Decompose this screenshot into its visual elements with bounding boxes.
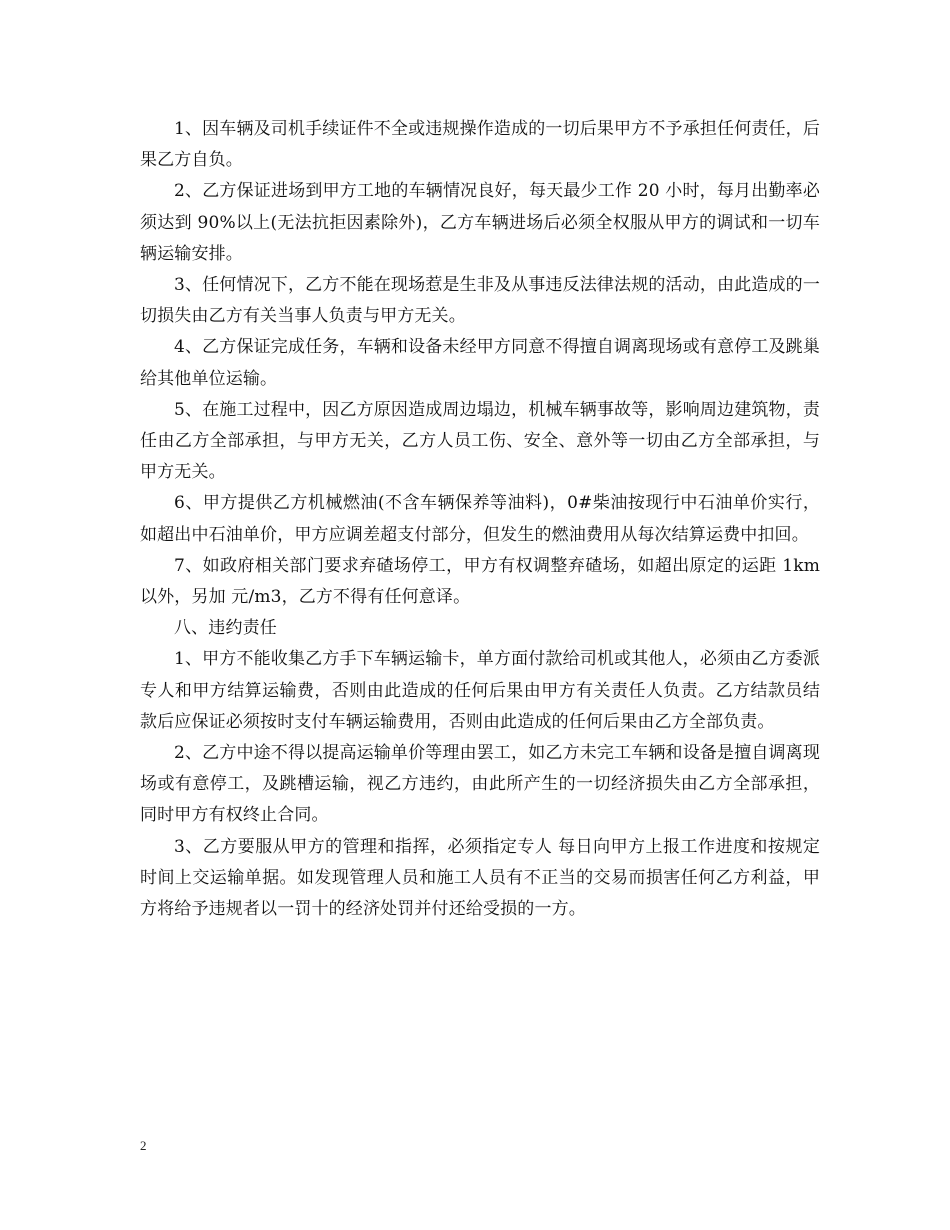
clause-construction-liability: 5、在施工过程中，因乙方原因造成周边塌边，机械车辆事故等，影响周边建筑物，责任由乙方全部承担，与甲方无关，乙方人员工伤、安全、意外等一切由乙方全部承担，与甲方无关。 (140, 399, 820, 483)
document-body (140, 114, 820, 925)
clause-management-compliance: 3、乙方要服从甲方的管理和指挥，必须指定专人 每日向甲方上报工作进度和按规定时间上交运输单据。如发现管理人员和施工人员有不正当的交易而损害任何乙方利益，甲方将给予违规者以一罚十的经济处罚并付还给受损的一方。 (140, 836, 820, 920)
section-heading-breach-liability: 八、违约责任 (174, 618, 277, 639)
page-number: 2 (140, 1138, 147, 1153)
clause-task-completion: 4、乙方保证完成任务，车辆和设备未经甲方同意不得擅自调离现场或有意停工及跳巢给其他单位运输。 (140, 337, 820, 389)
clause-vehicle-condition: 2、乙方保证进场到甲方工地的车辆情况良好，每天最少工作 20 小时，每月出勤率必须达到 90%以上(无法抗拒因素除外)，乙方车辆进场后必须全权服从甲方的调试和一切车辆运输安排。 (140, 181, 820, 264)
clause-payment-settlement: 1、甲方不能收集乙方手下车辆运输卡，单方面付款给司机或其他人，必须由乙方委派专人和甲方结算运输费，否则由此造成的任何后果由甲方有关责任人负责。乙方结款员结款后应保证必须按时支付车辆运输费用，否则由此造成的任何后果由乙方全部负责。 (140, 649, 820, 732)
clause-fuel-supply: 6、甲方提供乙方机械燃油(不含车辆保养等油料)，0#柴油按现行中石油单价实行，如超出中石油单价，甲方应调差超支付部分，但发生的燃油费用从每次结算运费中扣回。 (140, 493, 820, 545)
clause-site-conduct: 3、任何情况下，乙方不能在现场惹是生非及从事违反法律法规的活动，由此造成的一切损失由乙方有关当事人负责与甲方无关。 (140, 275, 820, 327)
clause-vehicle-documents: 1、因车辆及司机手续证件不全或违规操作造成的一切后果甲方不予承担任何责任，后果乙方自负。 (140, 119, 820, 171)
clause-strike-prohibition: 2、乙方中途不得以提高运输单价等理由罢工，如乙方未完工车辆和设备是擅自调离现场或有意停工，及跳槽运输，视乙方违约，由此所产生的一切经济损失由乙方全部承担，同时甲方有权终止合同。 (140, 743, 820, 826)
clause-dump-site: 7、如政府相关部门要求弃碴场停工，甲方有权调整弃碴场，如超出原定的运距 1km 以外，另加 元/m3，乙方不得有任何意译。 (140, 555, 820, 608)
